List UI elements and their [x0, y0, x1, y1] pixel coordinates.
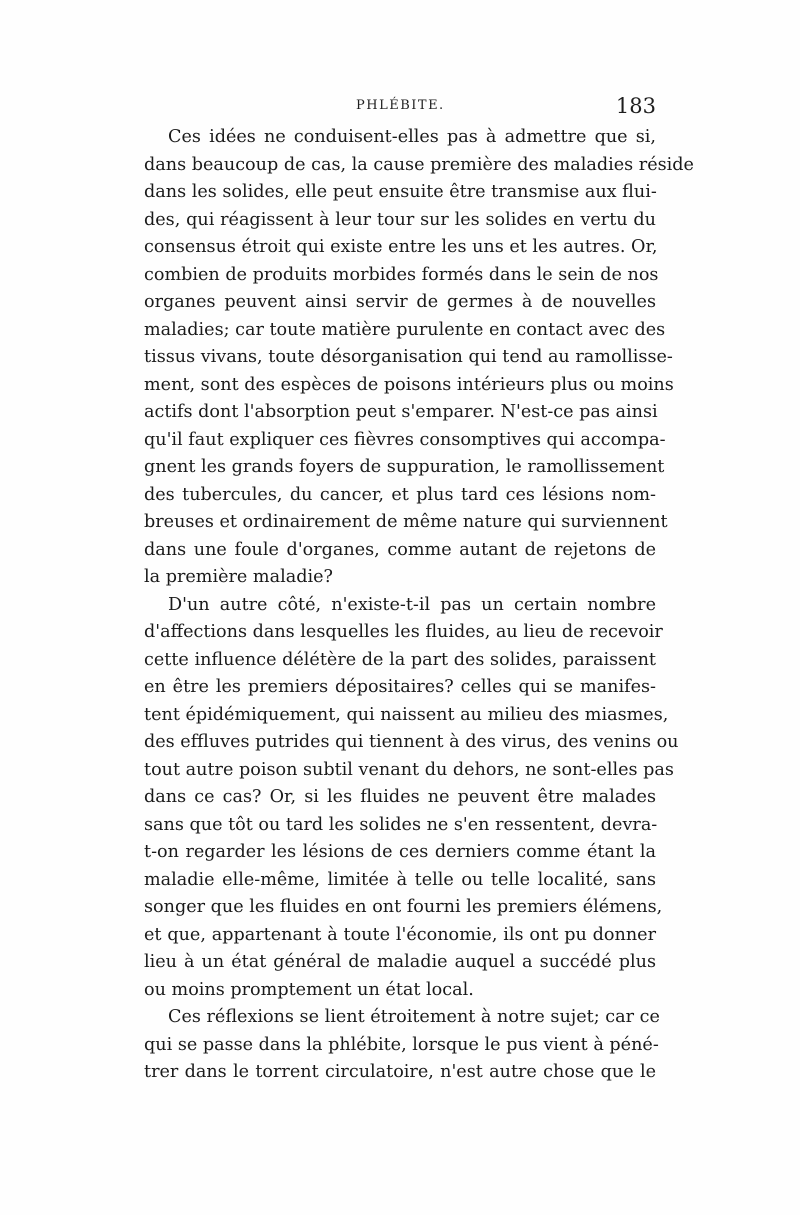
paragraph-1-line: consensus étroit qui existe entre les uns et les autres. Or, [144, 237, 658, 257]
paragraph-3-line: trer dans le torrent circulatoire, n'est autre chose que le [144, 1062, 656, 1082]
paragraph-1-line: tissus vivans, toute désorganisation qui tend au ramollisse- [144, 347, 673, 367]
paragraph-1-line: breuses et ordinairement de même nature qui surviennent [144, 512, 668, 532]
page-header [144, 94, 656, 120]
paragraph-2-line: ou moins promptement un état local. [144, 979, 474, 1000]
paragraph-1-line: actifs dont l'absorption peut s'emparer. N'est-ce pas ainsi [144, 402, 658, 422]
paragraph-3-line: qui se passe dans la phlébite, lorsque le pus vient à péné- [144, 1034, 659, 1055]
paragraph-1-line: gnent les grands foyers de suppuration, le ramollissement [144, 457, 665, 477]
paragraph-2-line: des effluves putrides qui tiennent à des virus, des venins ou [144, 732, 679, 752]
paragraph-1-line: des, qui réagissent à leur tour sur les solides en vertu du [144, 209, 656, 230]
paragraph-2-line: tent épidémiquement, qui naissent au milieu des miasmes, [144, 704, 669, 725]
paragraph-2-line: D'un autre côté, n'existe-t-il pas un certain nombre [168, 594, 656, 615]
page-number: 183 [615, 94, 656, 118]
paragraph-3-line: Ces réflexions se lient étroitement à notre sujet; car ce [168, 1007, 660, 1027]
paragraph-2-line: sans que tôt ou tard les solides ne s'en ressentent, devra- [144, 814, 658, 835]
paragraph-2-line: lieu à un état général de maladie auquel a succédé plus [144, 952, 656, 972]
paragraph-1-line: des tubercules, du cancer, et plus tard ces lésions nom- [144, 484, 656, 505]
paragraph-1-line: dans une foule d'organes, comme autant de rejetons de [144, 539, 656, 560]
paragraph-2-line: maladie elle-même, limitée à telle ou telle localité, sans [144, 869, 656, 890]
paragraph-2-line: en être les premiers dépositaires? celles qui se manifes- [144, 677, 656, 697]
paragraph-1-line: la première maladie? [144, 567, 333, 587]
paragraph-1-line: dans beaucoup de cas, la cause première des maladies réside [144, 154, 694, 175]
paragraph-1-line: maladies; car toute matière purulente en contact avec des [144, 319, 666, 340]
paragraph-1-line: ment, sont des espèces de poisons intérieurs plus ou moins [144, 374, 674, 395]
body-text [144, 124, 694, 1087]
paragraph-2-line: t-on regarder les lésions de ces derniers comme étant la [144, 842, 656, 862]
paragraph-1-line: organes peuvent ainsi servir de germes à de nouvelles [144, 292, 656, 312]
paragraph-2-line: tout autre poison subtil venant du dehors, ne sont-elles pas [144, 759, 674, 780]
running-head: PHLÉBITE. [356, 98, 445, 113]
paragraph-2-line: d'affections dans lesquelles les fluides, au lieu de recevoir [144, 622, 663, 642]
paragraph-2-line: songer que les fluides en ont fourni les premiers élémens, [144, 897, 663, 917]
paragraph-2-line: et que, appartenant à toute l'économie, ils ont pu donner [144, 924, 656, 945]
paragraph-2-line: cette influence délétère de la part des solides, paraissent [144, 649, 656, 670]
paragraph-1-line: qu'il faut expliquer ces fièvres consomptives qui accompa- [144, 429, 666, 450]
paragraph-1-line: dans les solides, elle peut ensuite être transmise aux flui- [144, 182, 657, 202]
paragraph-1-line: combien de produits morbides formés dans le sein de nos [144, 264, 659, 285]
paragraph-2-line: dans ce cas? Or, si les fluides ne peuvent être malades [144, 787, 656, 807]
paragraph-1-line: Ces idées ne conduisent-elles pas à admettre que si, [168, 127, 656, 147]
